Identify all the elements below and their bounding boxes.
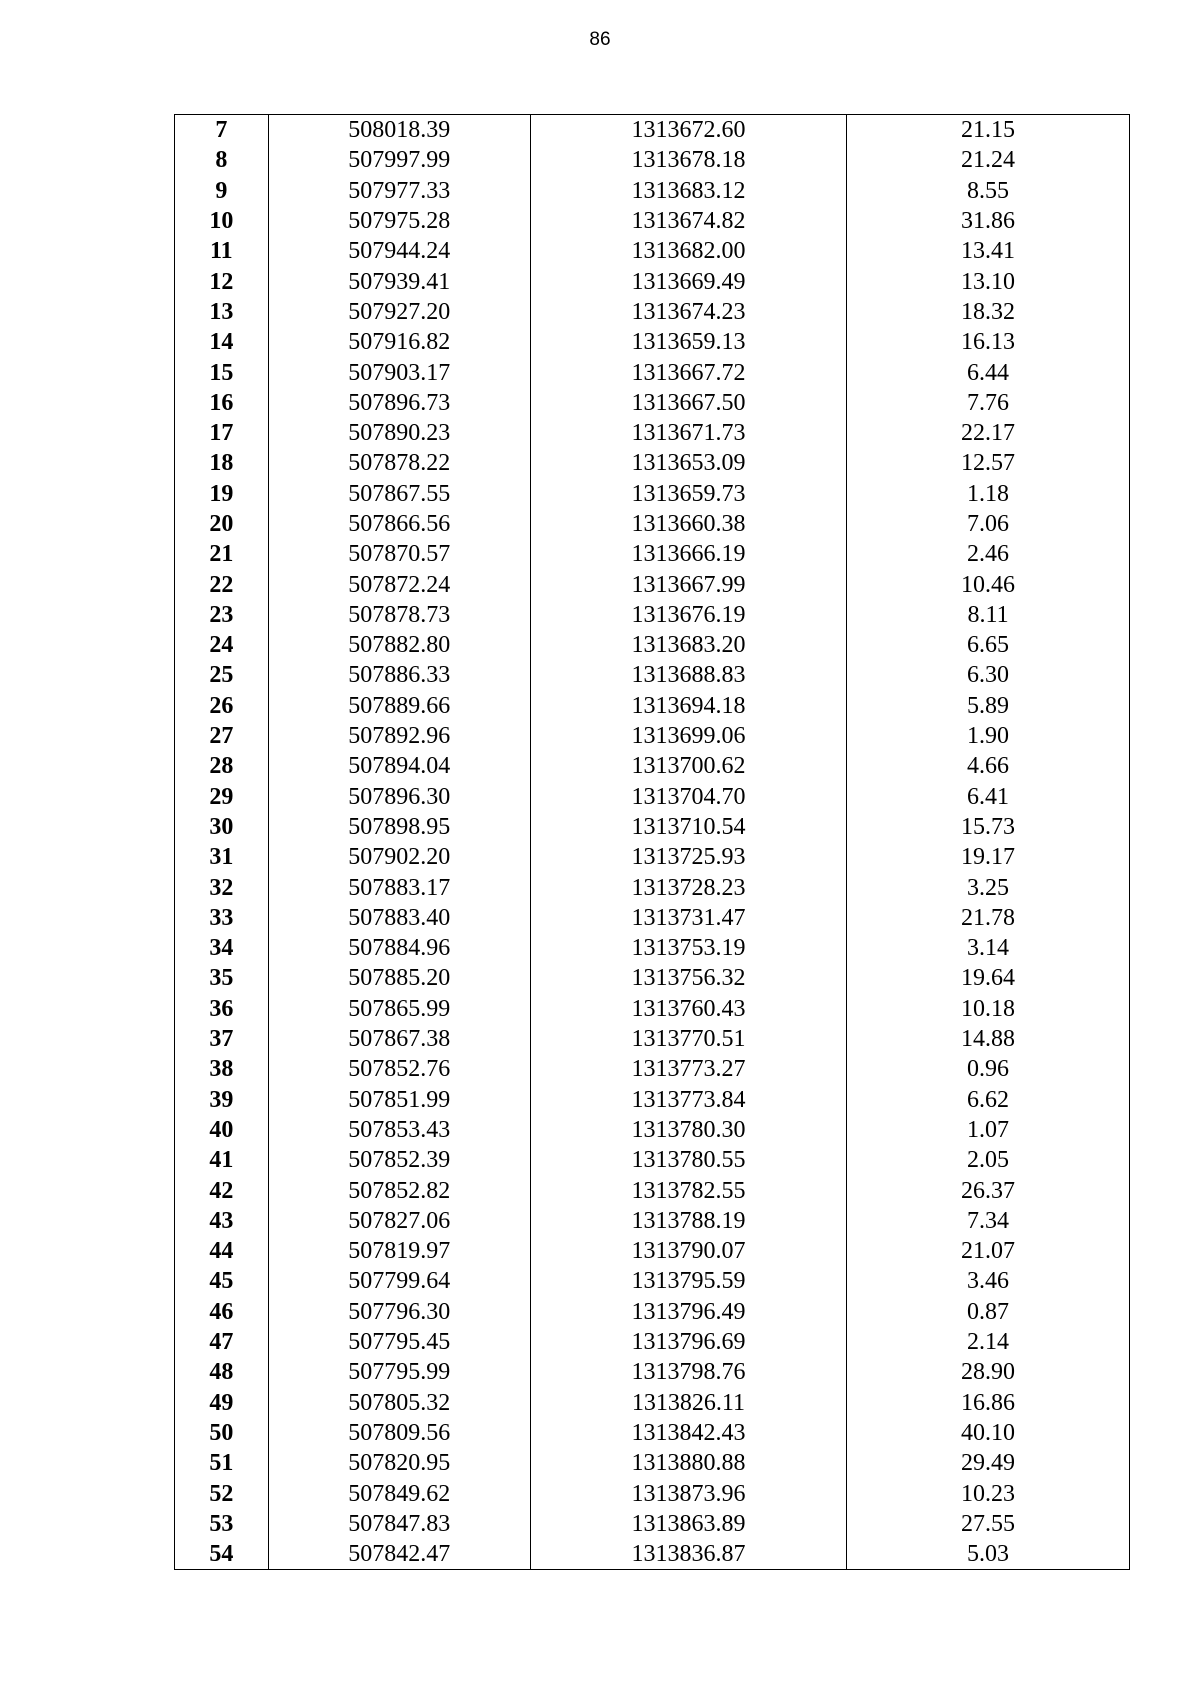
- y-coordinate-cell: 1313669.49: [530, 266, 846, 296]
- x-coordinate-cell: 507944.24: [268, 236, 530, 266]
- point-number-cell: 36: [175, 994, 269, 1024]
- x-coordinate-cell: 507927.20: [268, 297, 530, 327]
- point-number-cell: 33: [175, 903, 269, 933]
- point-number-cell: 44: [175, 1236, 269, 1266]
- distance-cell: 16.86: [847, 1387, 1130, 1417]
- point-number-cell: 11: [175, 236, 269, 266]
- point-number-cell: 21: [175, 539, 269, 569]
- table-row: [175, 388, 1130, 418]
- point-number-cell: 42: [175, 1175, 269, 1205]
- table-row: [175, 1054, 1130, 1084]
- x-coordinate-cell: 507867.55: [268, 479, 530, 509]
- x-coordinate-cell: 507842.47: [268, 1539, 530, 1570]
- point-number-cell: 49: [175, 1387, 269, 1417]
- y-coordinate-cell: 1313756.32: [530, 963, 846, 993]
- x-coordinate-cell: 507896.30: [268, 782, 530, 812]
- y-coordinate-cell: 1313699.06: [530, 721, 846, 751]
- y-coordinate-cell: 1313660.38: [530, 509, 846, 539]
- distance-cell: 8.11: [847, 600, 1130, 630]
- distance-cell: 10.46: [847, 569, 1130, 599]
- table-row: [175, 812, 1130, 842]
- point-number-cell: 43: [175, 1206, 269, 1236]
- point-number-cell: 48: [175, 1357, 269, 1387]
- x-coordinate-cell: 507878.22: [268, 448, 530, 478]
- point-number-cell: 25: [175, 660, 269, 690]
- y-coordinate-cell: 1313683.12: [530, 176, 846, 206]
- point-number-cell: 14: [175, 327, 269, 357]
- table-row: [175, 903, 1130, 933]
- point-number-cell: 24: [175, 630, 269, 660]
- point-number-cell: 34: [175, 933, 269, 963]
- distance-cell: 16.13: [847, 327, 1130, 357]
- point-number-cell: 29: [175, 782, 269, 812]
- point-number-cell: 45: [175, 1266, 269, 1296]
- page-number: 86: [589, 29, 611, 50]
- x-coordinate-cell: 507851.99: [268, 1085, 530, 1115]
- table-row: [175, 660, 1130, 690]
- table-row: [175, 600, 1130, 630]
- x-coordinate-cell: 507867.38: [268, 1024, 530, 1054]
- y-coordinate-cell: 1313780.30: [530, 1115, 846, 1145]
- point-number-cell: 12: [175, 266, 269, 296]
- table-row: [175, 266, 1130, 296]
- table-row: [175, 1448, 1130, 1478]
- y-coordinate-cell: 1313796.49: [530, 1297, 846, 1327]
- table-row: [175, 842, 1130, 872]
- x-coordinate-cell: 507796.30: [268, 1297, 530, 1327]
- point-number-cell: 32: [175, 872, 269, 902]
- table-row: [175, 1206, 1130, 1236]
- y-coordinate-cell: 1313676.19: [530, 600, 846, 630]
- y-coordinate-cell: 1313700.62: [530, 751, 846, 781]
- distance-cell: 2.46: [847, 539, 1130, 569]
- distance-cell: 10.23: [847, 1478, 1130, 1508]
- table-row: [175, 448, 1130, 478]
- y-coordinate-cell: 1313688.83: [530, 660, 846, 690]
- y-coordinate-cell: 1313682.00: [530, 236, 846, 266]
- point-number-cell: 13: [175, 297, 269, 327]
- table-row: [175, 751, 1130, 781]
- x-coordinate-cell: 507894.04: [268, 751, 530, 781]
- y-coordinate-cell: 1313728.23: [530, 872, 846, 902]
- distance-cell: 40.10: [847, 1418, 1130, 1448]
- table-row: [175, 1478, 1130, 1508]
- x-coordinate-cell: 507884.96: [268, 933, 530, 963]
- point-number-cell: 26: [175, 691, 269, 721]
- x-coordinate-cell: 507847.83: [268, 1509, 530, 1539]
- table-row: [175, 539, 1130, 569]
- x-coordinate-cell: 507820.95: [268, 1448, 530, 1478]
- table-row: [175, 782, 1130, 812]
- x-coordinate-cell: 507819.97: [268, 1236, 530, 1266]
- x-coordinate-cell: 507898.95: [268, 812, 530, 842]
- point-number-cell: 47: [175, 1327, 269, 1357]
- table-row: [175, 1418, 1130, 1448]
- table-row: [175, 1509, 1130, 1539]
- table-row: [175, 357, 1130, 387]
- x-coordinate-cell: 507883.40: [268, 903, 530, 933]
- y-coordinate-cell: 1313725.93: [530, 842, 846, 872]
- distance-cell: 3.46: [847, 1266, 1130, 1296]
- point-number-cell: 22: [175, 569, 269, 599]
- table-row: [175, 994, 1130, 1024]
- x-coordinate-cell: 507849.62: [268, 1478, 530, 1508]
- table-row: [175, 1145, 1130, 1175]
- table-row: [175, 1327, 1130, 1357]
- x-coordinate-cell: 507975.28: [268, 206, 530, 236]
- coordinates-table-body: [175, 115, 1130, 1570]
- table-row: [175, 691, 1130, 721]
- distance-cell: 21.78: [847, 903, 1130, 933]
- y-coordinate-cell: 1313659.73: [530, 479, 846, 509]
- y-coordinate-cell: 1313659.13: [530, 327, 846, 357]
- table-row: [175, 145, 1130, 175]
- x-coordinate-cell: 507865.99: [268, 994, 530, 1024]
- point-number-cell: 52: [175, 1478, 269, 1508]
- x-coordinate-cell: 507896.73: [268, 388, 530, 418]
- x-coordinate-cell: 507878.73: [268, 600, 530, 630]
- y-coordinate-cell: 1313753.19: [530, 933, 846, 963]
- table-row: [175, 1297, 1130, 1327]
- x-coordinate-cell: 507939.41: [268, 266, 530, 296]
- y-coordinate-cell: 1313798.76: [530, 1357, 846, 1387]
- y-coordinate-cell: 1313671.73: [530, 418, 846, 448]
- x-coordinate-cell: 507809.56: [268, 1418, 530, 1448]
- distance-cell: 14.88: [847, 1024, 1130, 1054]
- y-coordinate-cell: 1313731.47: [530, 903, 846, 933]
- distance-cell: 6.41: [847, 782, 1130, 812]
- table-row: [175, 569, 1130, 599]
- x-coordinate-cell: 507883.17: [268, 872, 530, 902]
- table-row: [175, 1357, 1130, 1387]
- distance-cell: 22.17: [847, 418, 1130, 448]
- y-coordinate-cell: 1313773.84: [530, 1085, 846, 1115]
- distance-cell: 21.15: [847, 115, 1130, 146]
- x-coordinate-cell: 508018.39: [268, 115, 530, 146]
- table-row: [175, 176, 1130, 206]
- point-number-cell: 18: [175, 448, 269, 478]
- point-number-cell: 19: [175, 479, 269, 509]
- distance-cell: 15.73: [847, 812, 1130, 842]
- y-coordinate-cell: 1313672.60: [530, 115, 846, 146]
- point-number-cell: 37: [175, 1024, 269, 1054]
- distance-cell: 19.17: [847, 842, 1130, 872]
- table-row: [175, 509, 1130, 539]
- distance-cell: 6.62: [847, 1085, 1130, 1115]
- table-row: [175, 1085, 1130, 1115]
- distance-cell: 29.49: [847, 1448, 1130, 1478]
- distance-cell: 26.37: [847, 1175, 1130, 1205]
- point-number-cell: 53: [175, 1509, 269, 1539]
- distance-cell: 18.32: [847, 297, 1130, 327]
- distance-cell: 19.64: [847, 963, 1130, 993]
- y-coordinate-cell: 1313653.09: [530, 448, 846, 478]
- distance-cell: 2.14: [847, 1327, 1130, 1357]
- y-coordinate-cell: 1313826.11: [530, 1387, 846, 1417]
- x-coordinate-cell: 507853.43: [268, 1115, 530, 1145]
- table-row: [175, 206, 1130, 236]
- x-coordinate-cell: 507795.99: [268, 1357, 530, 1387]
- distance-cell: 21.07: [847, 1236, 1130, 1266]
- x-coordinate-cell: 507885.20: [268, 963, 530, 993]
- point-number-cell: 38: [175, 1054, 269, 1084]
- table-row: [175, 721, 1130, 751]
- table-row: [175, 872, 1130, 902]
- point-number-cell: 40: [175, 1115, 269, 1145]
- point-number-cell: 16: [175, 388, 269, 418]
- distance-cell: 10.18: [847, 994, 1130, 1024]
- distance-cell: 13.41: [847, 236, 1130, 266]
- distance-cell: 8.55: [847, 176, 1130, 206]
- y-coordinate-cell: 1313880.88: [530, 1448, 846, 1478]
- y-coordinate-cell: 1313674.82: [530, 206, 846, 236]
- distance-cell: 2.05: [847, 1145, 1130, 1175]
- y-coordinate-cell: 1313836.87: [530, 1539, 846, 1570]
- distance-cell: 6.44: [847, 357, 1130, 387]
- y-coordinate-cell: 1313683.20: [530, 630, 846, 660]
- point-number-cell: 50: [175, 1418, 269, 1448]
- distance-cell: 6.30: [847, 660, 1130, 690]
- y-coordinate-cell: 1313760.43: [530, 994, 846, 1024]
- x-coordinate-cell: 507827.06: [268, 1206, 530, 1236]
- x-coordinate-cell: 507870.57: [268, 539, 530, 569]
- point-number-cell: 17: [175, 418, 269, 448]
- distance-cell: 3.14: [847, 933, 1130, 963]
- table-row: [175, 418, 1130, 448]
- distance-cell: 6.65: [847, 630, 1130, 660]
- distance-cell: 31.86: [847, 206, 1130, 236]
- table-row: [175, 1115, 1130, 1145]
- y-coordinate-cell: 1313667.50: [530, 388, 846, 418]
- table-row: [175, 630, 1130, 660]
- distance-cell: 4.66: [847, 751, 1130, 781]
- distance-cell: 1.07: [847, 1115, 1130, 1145]
- point-number-cell: 28: [175, 751, 269, 781]
- x-coordinate-cell: 507890.23: [268, 418, 530, 448]
- table-row: [175, 479, 1130, 509]
- x-coordinate-cell: 507903.17: [268, 357, 530, 387]
- x-coordinate-cell: 507882.80: [268, 630, 530, 660]
- table-row: [175, 1236, 1130, 1266]
- distance-cell: 5.89: [847, 691, 1130, 721]
- coordinates-table: [174, 114, 1130, 1570]
- y-coordinate-cell: 1313782.55: [530, 1175, 846, 1205]
- distance-cell: 5.03: [847, 1539, 1130, 1570]
- y-coordinate-cell: 1313710.54: [530, 812, 846, 842]
- distance-cell: 7.76: [847, 388, 1130, 418]
- y-coordinate-cell: 1313863.89: [530, 1509, 846, 1539]
- y-coordinate-cell: 1313694.18: [530, 691, 846, 721]
- table-row: [175, 1175, 1130, 1205]
- y-coordinate-cell: 1313678.18: [530, 145, 846, 175]
- distance-cell: 0.96: [847, 1054, 1130, 1084]
- y-coordinate-cell: 1313666.19: [530, 539, 846, 569]
- distance-cell: 13.10: [847, 266, 1130, 296]
- point-number-cell: 20: [175, 509, 269, 539]
- distance-cell: 3.25: [847, 872, 1130, 902]
- table-row: [175, 327, 1130, 357]
- distance-cell: 1.90: [847, 721, 1130, 751]
- table-row: [175, 297, 1130, 327]
- x-coordinate-cell: 507977.33: [268, 176, 530, 206]
- y-coordinate-cell: 1313788.19: [530, 1206, 846, 1236]
- x-coordinate-cell: 507795.45: [268, 1327, 530, 1357]
- x-coordinate-cell: 507852.82: [268, 1175, 530, 1205]
- point-number-cell: 8: [175, 145, 269, 175]
- x-coordinate-cell: 507889.66: [268, 691, 530, 721]
- y-coordinate-cell: 1313795.59: [530, 1266, 846, 1296]
- table-row: [175, 963, 1130, 993]
- table-row: [175, 1266, 1130, 1296]
- y-coordinate-cell: 1313667.72: [530, 357, 846, 387]
- point-number-cell: 15: [175, 357, 269, 387]
- x-coordinate-cell: 507799.64: [268, 1266, 530, 1296]
- y-coordinate-cell: 1313790.07: [530, 1236, 846, 1266]
- point-number-cell: 9: [175, 176, 269, 206]
- point-number-cell: 35: [175, 963, 269, 993]
- table-row: [175, 115, 1130, 146]
- point-number-cell: 23: [175, 600, 269, 630]
- distance-cell: 0.87: [847, 1297, 1130, 1327]
- table-row: [175, 1539, 1130, 1570]
- point-number-cell: 27: [175, 721, 269, 751]
- point-number-cell: 31: [175, 842, 269, 872]
- x-coordinate-cell: 507916.82: [268, 327, 530, 357]
- table-row: [175, 1387, 1130, 1417]
- y-coordinate-cell: 1313667.99: [530, 569, 846, 599]
- x-coordinate-cell: 507902.20: [268, 842, 530, 872]
- y-coordinate-cell: 1313780.55: [530, 1145, 846, 1175]
- x-coordinate-cell: 507872.24: [268, 569, 530, 599]
- table-row: [175, 933, 1130, 963]
- y-coordinate-cell: 1313674.23: [530, 297, 846, 327]
- distance-cell: 12.57: [847, 448, 1130, 478]
- y-coordinate-cell: 1313873.96: [530, 1478, 846, 1508]
- point-number-cell: 39: [175, 1085, 269, 1115]
- table-row: [175, 1024, 1130, 1054]
- distance-cell: 7.06: [847, 509, 1130, 539]
- x-coordinate-cell: 507852.39: [268, 1145, 530, 1175]
- distance-cell: 7.34: [847, 1206, 1130, 1236]
- x-coordinate-cell: 507852.76: [268, 1054, 530, 1084]
- point-number-cell: 51: [175, 1448, 269, 1478]
- x-coordinate-cell: 507997.99: [268, 145, 530, 175]
- distance-cell: 27.55: [847, 1509, 1130, 1539]
- point-number-cell: 46: [175, 1297, 269, 1327]
- x-coordinate-cell: 507886.33: [268, 660, 530, 690]
- distance-cell: 21.24: [847, 145, 1130, 175]
- distance-cell: 1.18: [847, 479, 1130, 509]
- y-coordinate-cell: 1313704.70: [530, 782, 846, 812]
- point-number-cell: 30: [175, 812, 269, 842]
- point-number-cell: 54: [175, 1539, 269, 1570]
- y-coordinate-cell: 1313770.51: [530, 1024, 846, 1054]
- table-row: [175, 236, 1130, 266]
- y-coordinate-cell: 1313796.69: [530, 1327, 846, 1357]
- x-coordinate-cell: 507866.56: [268, 509, 530, 539]
- point-number-cell: 10: [175, 206, 269, 236]
- x-coordinate-cell: 507892.96: [268, 721, 530, 751]
- x-coordinate-cell: 507805.32: [268, 1387, 530, 1417]
- distance-cell: 28.90: [847, 1357, 1130, 1387]
- point-number-cell: 7: [175, 115, 269, 146]
- point-number-cell: 41: [175, 1145, 269, 1175]
- y-coordinate-cell: 1313842.43: [530, 1418, 846, 1448]
- y-coordinate-cell: 1313773.27: [530, 1054, 846, 1084]
